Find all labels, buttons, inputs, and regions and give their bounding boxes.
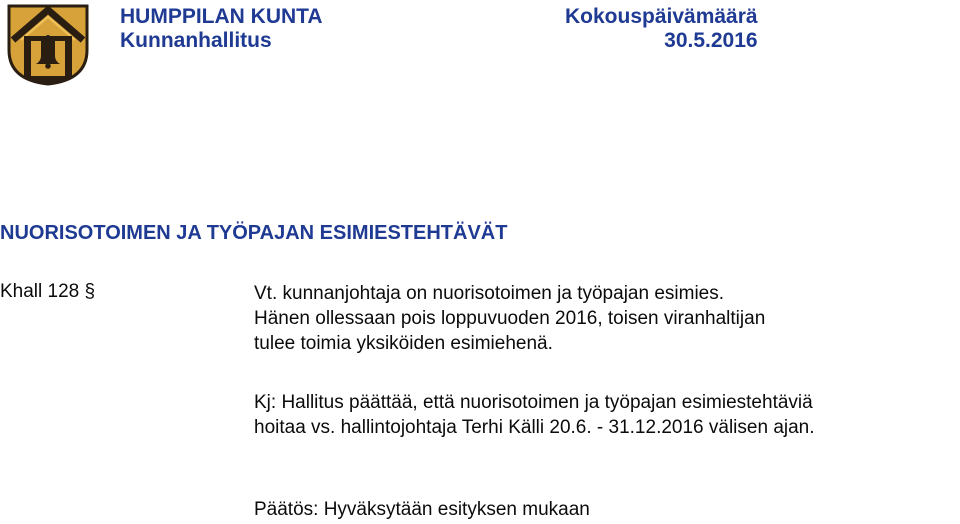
coat-of-arms-bell-icon bbox=[5, 2, 91, 86]
paragraph-line: hoitaa vs. hallintojohtaja Terhi Källi 20.6. - 31.12.2016 välisen ajan. bbox=[254, 417, 815, 438]
paragraph-proposal bbox=[254, 390, 815, 440]
header-right bbox=[565, 5, 758, 53]
paragraph-line: Kj: Hallitus päättää, että nuorisotoimen ja työpajan esimiestehtäviä bbox=[254, 392, 813, 413]
paragraph-background bbox=[254, 281, 765, 356]
organization-name: HUMPPILAN KUNTA bbox=[120, 5, 323, 28]
section-id: Khall 128 § bbox=[0, 281, 96, 302]
decision-text: Päätös: Hyväksytään esityksen mukaan bbox=[254, 499, 590, 520]
meeting-date-label: Kokouspäivämäärä bbox=[565, 5, 758, 28]
paragraph-line: Hänen ollessaan pois loppuvuoden 2016, toisen viranhaltijan bbox=[254, 308, 766, 329]
governing-body: Kunnanhallitus bbox=[120, 29, 272, 52]
paragraph-line: Vt. kunnanjohtaja on nuorisotoimen ja työpajan esimies. bbox=[254, 283, 725, 304]
document-title: NUORISOTOIMEN JA TYÖPAJAN ESIMIESTEHTÄVÄT bbox=[0, 222, 508, 244]
paragraph-line: tulee toimia yksiköiden esimiehenä. bbox=[254, 333, 553, 354]
meeting-date-value: 30.5.2016 bbox=[664, 29, 758, 52]
header-left bbox=[120, 5, 323, 53]
